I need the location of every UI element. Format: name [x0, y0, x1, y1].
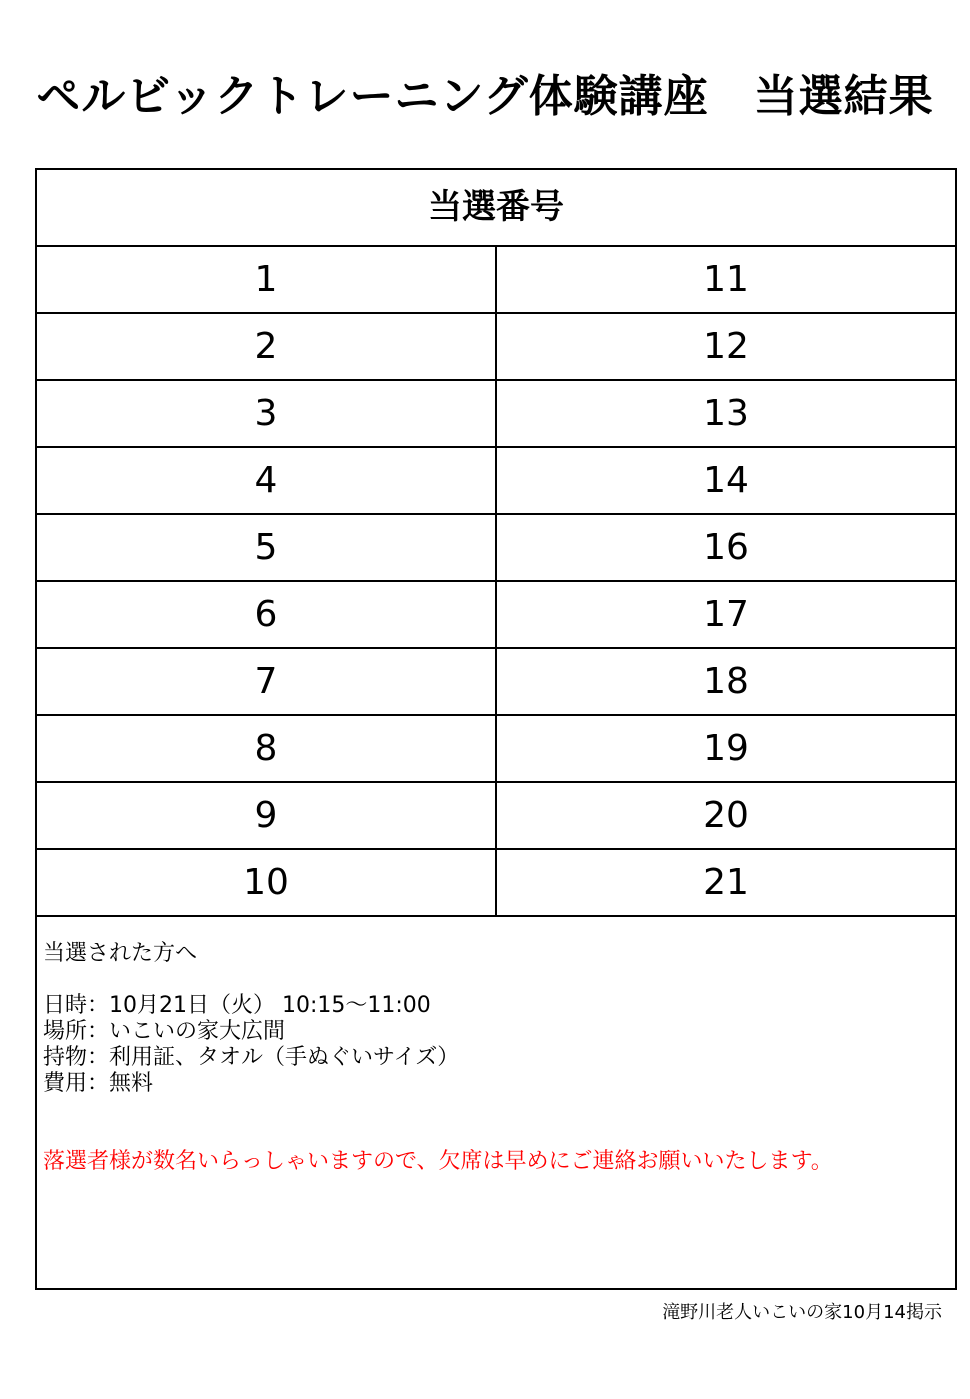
- table-body: [37, 247, 955, 917]
- table-row: [37, 716, 955, 783]
- table-row: [37, 649, 955, 716]
- table-row: [37, 515, 955, 582]
- info-items: 持物：利用証、タオル（手ぬぐいサイズ）: [43, 1045, 460, 1070]
- page-title: ペルビックトレーニング体験講座 当選結果: [36, 71, 934, 122]
- info-section: [37, 917, 955, 1288]
- winning-number-left: 5: [37, 515, 497, 580]
- info-place: 場所：いこいの家大広間: [43, 1019, 286, 1044]
- table-row: [37, 381, 955, 448]
- info-fee: 費用：無料: [43, 1071, 154, 1096]
- info-notice: 落選者様が数名いらっしゃいますので、欠席は早めにご連絡お願いいたします。: [43, 1149, 833, 1174]
- table-header: 当選番号: [37, 170, 955, 247]
- winning-number-right: 12: [703, 326, 749, 367]
- spacer: [43, 967, 955, 993]
- winning-number-left: 2: [37, 314, 497, 379]
- winning-number-right: 13: [703, 393, 749, 434]
- winning-number-right: 21: [703, 862, 749, 903]
- posting-note: 滝野川老人いこいの家10月14掲示: [662, 1302, 942, 1323]
- winning-number-right: 16: [703, 527, 749, 568]
- winning-number-right: 20: [703, 795, 749, 836]
- winning-number-right: 11: [703, 259, 749, 300]
- table-row: [37, 247, 955, 314]
- winning-number-left: 7: [37, 649, 497, 714]
- winning-number-left: 1: [37, 247, 497, 312]
- winning-number-right: 18: [703, 661, 749, 702]
- table-row: [37, 850, 955, 917]
- winning-number-left: 4: [37, 448, 497, 513]
- table-row: [37, 448, 955, 515]
- winning-number-right: 19: [703, 728, 749, 769]
- table-row: [37, 582, 955, 649]
- winning-number-left: 6: [37, 582, 497, 647]
- winning-number-right: 14: [703, 460, 749, 501]
- winning-number-left: 3: [37, 381, 497, 446]
- winning-number-left: 9: [37, 783, 497, 848]
- table-row: [37, 314, 955, 381]
- results-table: [35, 168, 957, 1290]
- info-datetime: 日時：10月21日（火） 10:15～11:00: [43, 993, 431, 1018]
- winning-number-right: 17: [703, 594, 749, 635]
- winning-number-left: 8: [37, 716, 497, 781]
- winning-number-left: 10: [37, 850, 497, 915]
- info-greeting: 当選された方へ: [43, 941, 198, 966]
- table-row: [37, 783, 955, 850]
